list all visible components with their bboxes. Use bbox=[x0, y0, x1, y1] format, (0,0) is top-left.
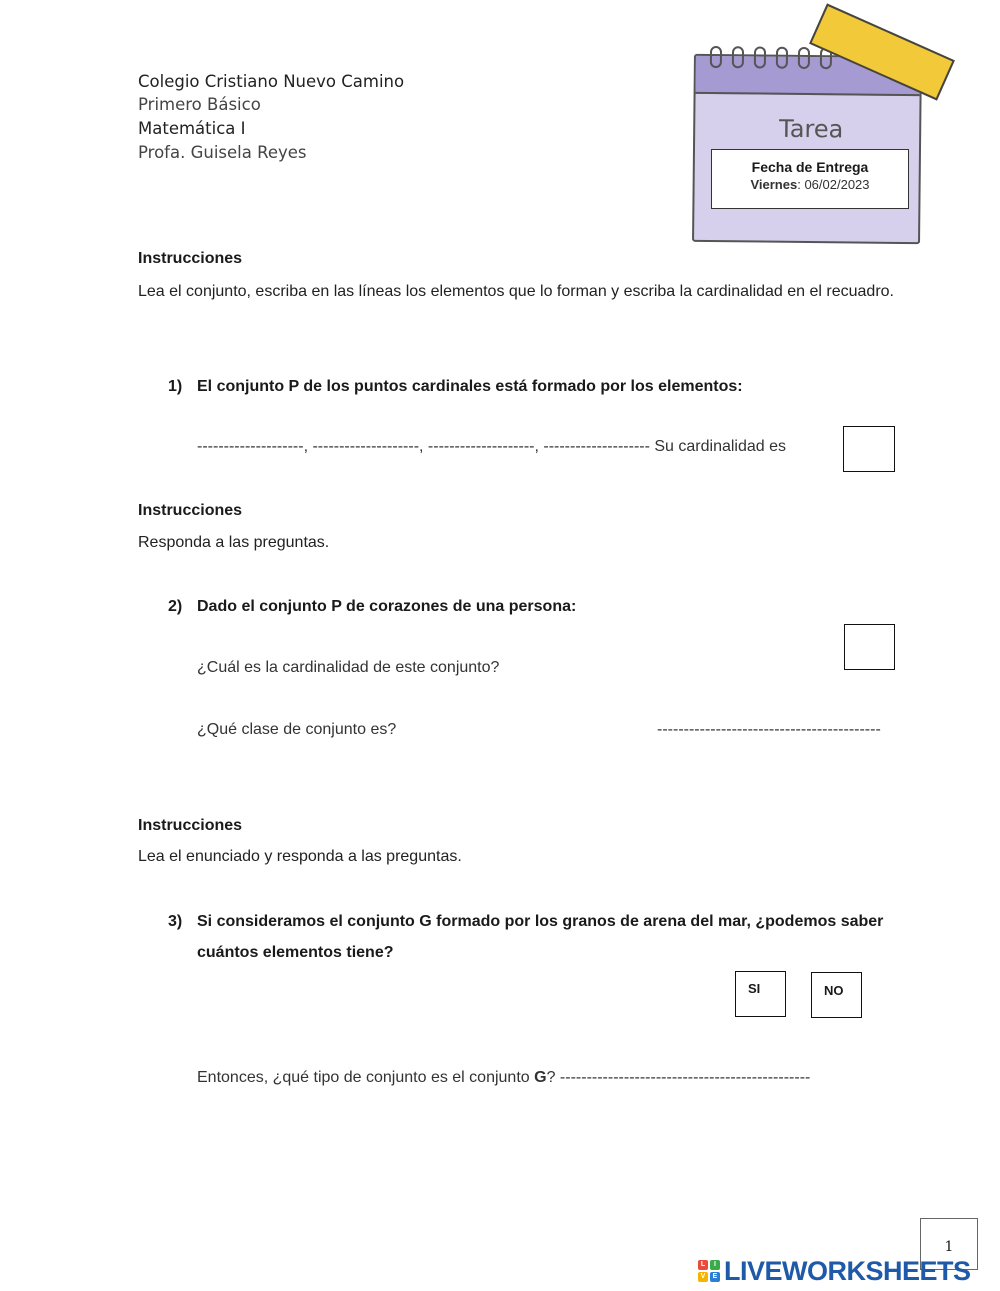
due-date-value bbox=[712, 177, 908, 192]
teacher-name: Profa. Guisela Reyes bbox=[138, 143, 307, 162]
section1-instructions: Lea el conjunto, escriba en las líneas los elementos que lo forman y escriba la cardinalidad en el recuadro. bbox=[138, 283, 894, 300]
calendar-title: Tarea bbox=[778, 114, 844, 144]
section1-title: Instrucciones bbox=[138, 250, 243, 267]
due-date-label: Fecha de Entrega bbox=[751, 159, 869, 175]
binder-ring-icon bbox=[710, 46, 722, 68]
question1-answer-lines[interactable]: --------------------, --------------------, --------------------, -------------------- Su cardinalidad es bbox=[197, 438, 787, 455]
brand-mark-letter: I bbox=[710, 1260, 720, 1270]
due-date-box bbox=[711, 149, 909, 209]
grade-label: Primero Básico bbox=[138, 95, 261, 114]
liveworksheets-brand: LIVEWORKSHEETS bbox=[724, 1255, 971, 1286]
binder-ring-icon bbox=[798, 47, 810, 69]
followup-set-name: G bbox=[534, 1069, 547, 1086]
due-date: : 06/02/2023 bbox=[797, 177, 870, 192]
brand-mark-letter: E bbox=[710, 1272, 720, 1282]
question1-text: El conjunto P de los puntos cardinales está formado por los elementos: bbox=[197, 378, 743, 395]
brand-mark-letter: V bbox=[698, 1272, 708, 1282]
followup-answer-line[interactable]: ? ----------------------------------------------- bbox=[546, 1069, 811, 1086]
binder-ring-icon bbox=[732, 46, 744, 68]
question3-text: Si consideramos el conjunto G formado por los granos de arena del mar, ¿podemos saber cuántos elementos tiene? bbox=[197, 913, 884, 961]
followup-prefix: Entonces, ¿qué tipo de conjunto es el conjunto bbox=[197, 1069, 535, 1086]
due-day: Viernes bbox=[750, 177, 798, 192]
set-type-answer-line[interactable]: ------------------------------------------ bbox=[657, 721, 881, 738]
page-number: 1 bbox=[944, 1239, 954, 1255]
question2-sub1: ¿Cuál es la cardinalidad de este conjunto? bbox=[197, 659, 500, 676]
subject-label: Matemática I bbox=[138, 119, 246, 138]
yes-label: SI bbox=[748, 981, 761, 996]
liveworksheets-logo bbox=[698, 1256, 971, 1286]
question3-number: 3) bbox=[168, 913, 183, 930]
section3-title: Instrucciones bbox=[138, 817, 243, 834]
question2-text: Dado el conjunto P de corazones de una persona: bbox=[197, 598, 577, 615]
cardinality-answer-box[interactable] bbox=[843, 426, 895, 472]
question2-sub2: ¿Qué clase de conjunto es? bbox=[197, 721, 397, 738]
binder-ring-icon bbox=[776, 47, 788, 69]
question1-number: 1) bbox=[168, 378, 183, 395]
question2-number: 2) bbox=[168, 598, 183, 615]
section3-instructions: Lea el enunciado y responda a las preguntas. bbox=[138, 848, 462, 865]
binder-ring-icon bbox=[754, 46, 766, 68]
section2-instructions: Responda a las preguntas. bbox=[138, 534, 330, 551]
cardinality-answer-box-2[interactable] bbox=[844, 624, 895, 670]
question3-followup bbox=[197, 1069, 810, 1087]
brand-mark-letter: L bbox=[698, 1260, 708, 1270]
no-label: NO bbox=[824, 983, 844, 998]
yes-option-box[interactable] bbox=[735, 971, 786, 1017]
no-option-box[interactable] bbox=[811, 972, 862, 1018]
liveworksheets-mark-icon bbox=[698, 1260, 720, 1282]
section2-title: Instrucciones bbox=[138, 502, 243, 519]
school-name: Colegio Cristiano Nuevo Camino bbox=[138, 72, 405, 91]
